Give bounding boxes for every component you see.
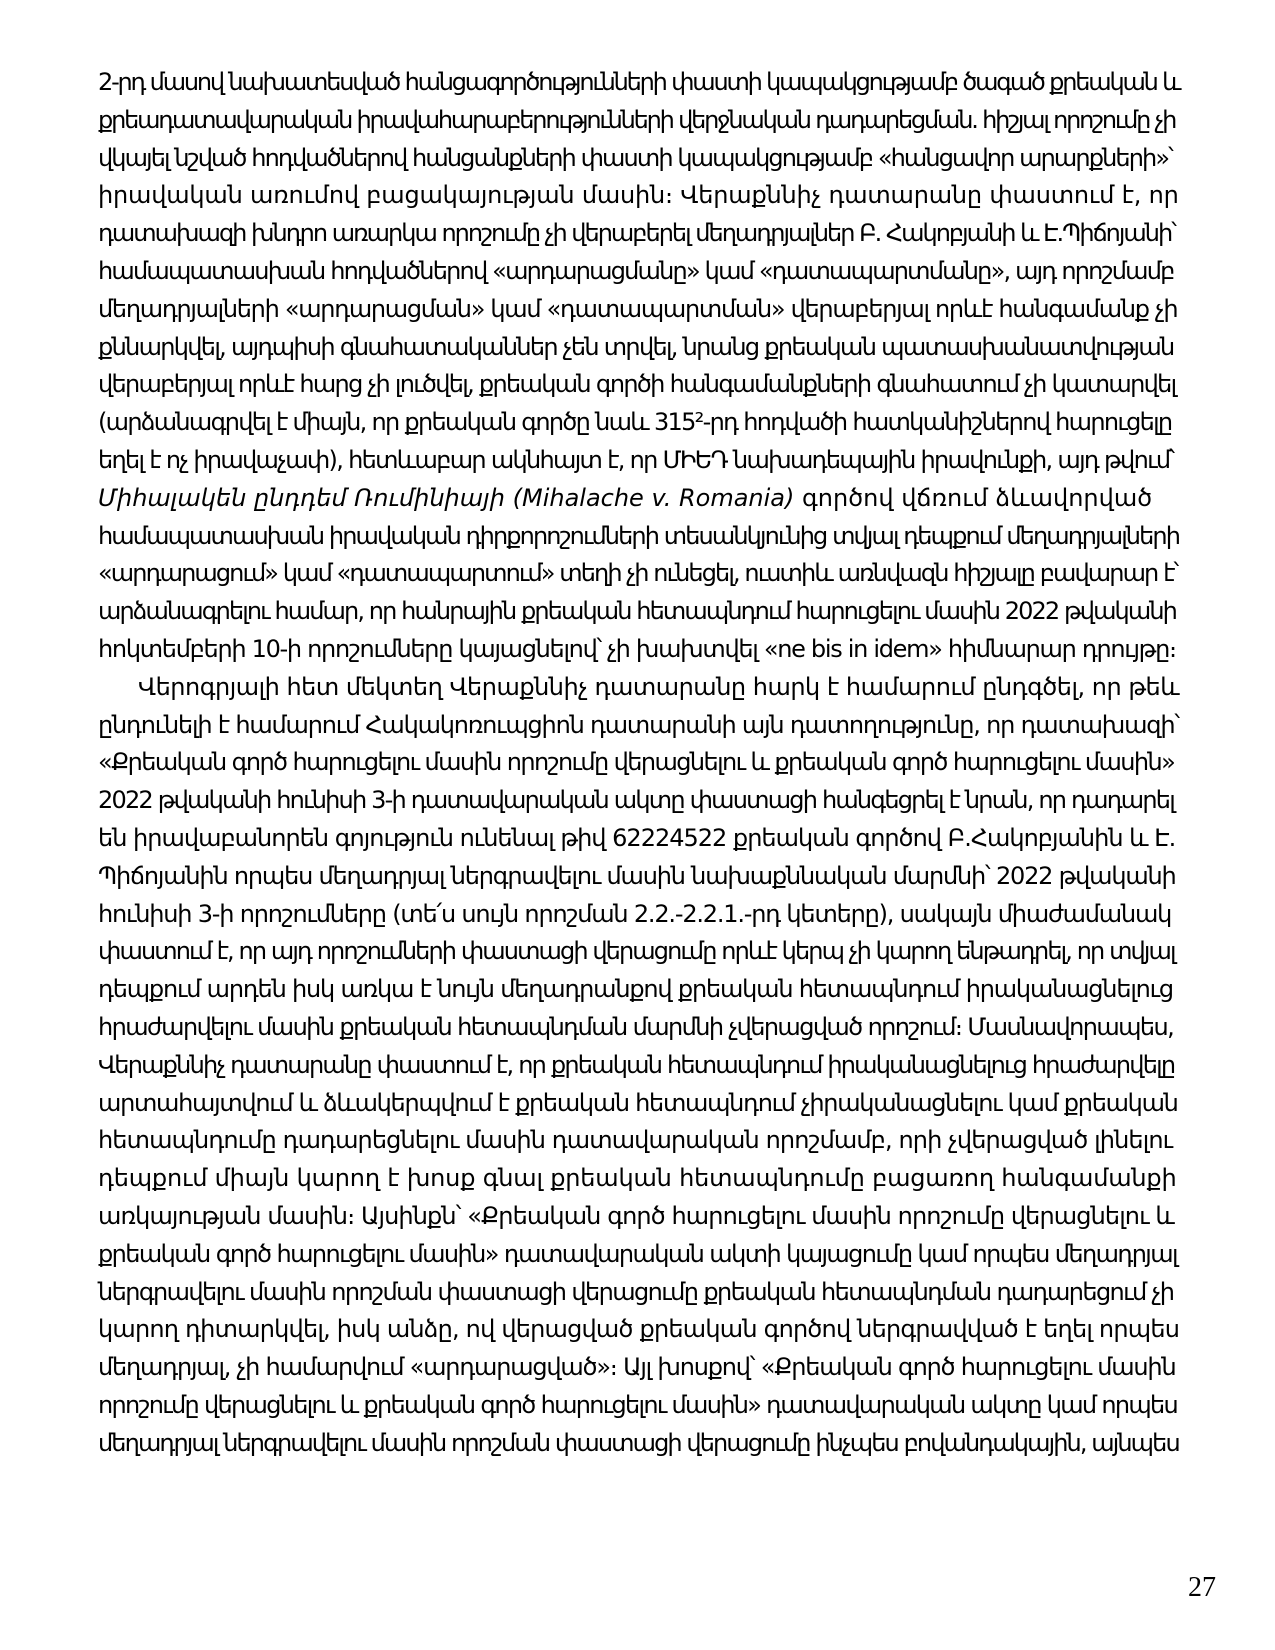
text-segment: եղել է ոչ իրավաչափ), հետևաբար ակնհայտ է, որ ՄԻԵԴ նախադեպային իրավունքի, այդ թվում՝ bbox=[98, 445, 1174, 474]
text-line bbox=[98, 480, 1178, 518]
text-line bbox=[98, 1349, 1178, 1387]
text-segment: դեպքում միայն կարող է խոսք գնալ քրեական հետապնդումը բացառող հանգամանքի bbox=[98, 1164, 1177, 1193]
text-segment: «արդարացում» կամ «դատապարտում» տեղի չի ունեցել, ուստիև առնվազն հիշյալը բավարար է՝ bbox=[98, 559, 1178, 588]
text-line bbox=[98, 1274, 1178, 1312]
text-segment: 2-րդ մասով նախատեսված հանցագործությունների փաստի կապակցությամբ ծագած քրեական և bbox=[98, 68, 1180, 96]
text-segment: ընդունելի է համարում Հակակոռուպցիոն դատարանի այն դատողությունը, որ դատախազի՝ bbox=[98, 710, 1179, 739]
text-line bbox=[98, 744, 1178, 782]
text-line bbox=[98, 933, 1178, 971]
text-segment: մեղադրյալ ներգրավելու մասին որոշման փաստացի վերացումը ինչպես բովանդակային, այնպես bbox=[98, 1428, 1179, 1457]
text-segment: Վերաքննիչ դատարանը փաստում է, որ քրեական հետապնդում իրականացնելուց հրաժարվելը bbox=[98, 1050, 1175, 1079]
text-segment: վերաբերյալ որևէ հարց չի լուծվել, քրեական գործի հանգամանքների գնահատում չի կատարվել bbox=[98, 370, 1176, 399]
text-segment: համապատասխան իրավական դիրքորոշումների տեսանկյունից տվյալ դեպքում մեղադրյալների bbox=[98, 521, 1180, 550]
text-segment: ներգրավելու մասին որոշման փաստացի վերացումը քրեական հետապնդման դադարեցում չի bbox=[98, 1277, 1174, 1306]
text-segment: 2022 թվականի հունիսի 3-ի դատավարական ակտը փաստացի հանգեցրել է նրան, որ դադարել bbox=[98, 786, 1174, 815]
text-segment: արձանագրելու համար, որ հանրային քրեական հետապնդում հարուցելու մասին 2022 թվականի bbox=[98, 597, 1176, 626]
text-segment: (արձանագրվել է միայն, որ քրեական գործը նաև 315²-րդ հոդվածի հատկանիշներով հարուցելը bbox=[98, 408, 1172, 437]
text-line bbox=[98, 253, 1178, 291]
text-line bbox=[98, 518, 1178, 556]
text-segment: հոկտեմբերի 10-ի որոշումները կայացնելով՝ չի խախտվել «ne bis in idem» հիմնարար դրույթը։ bbox=[98, 634, 1176, 663]
text-line bbox=[98, 1311, 1178, 1349]
text-line bbox=[98, 971, 1178, 1009]
text-segment: Վերոգրյալի հետ մեկտեղ Վերաքննիչ դատարանը հարկ է համարում ընդգծել, որ թեև bbox=[138, 672, 1180, 701]
text-segment: Միհալակեն ընդդեմ Ռումինիայի (Mihalache v. Romania) bbox=[98, 483, 795, 512]
text-line bbox=[98, 896, 1178, 934]
page-number: 27 bbox=[1188, 1572, 1216, 1603]
text-line bbox=[98, 1425, 1178, 1463]
text-segment: մեղադրյալների «արդարացման» կամ «դատապարտման» վերաբերյալ որևէ հանգամանք չի bbox=[98, 294, 1178, 323]
text-segment: գործով վճռում ձևավորված bbox=[794, 483, 1153, 512]
text-line bbox=[98, 820, 1178, 858]
text-segment: քրեական գործ հարուցելու մասին» դատավարական ակտի կայացումը կամ որպես մեղադրյալ bbox=[98, 1239, 1177, 1268]
text-segment: «Քրեական գործ հարուցելու մասին որոշումը վերացնելու և քրեական գործ հարուցելու մասին» bbox=[98, 748, 1175, 777]
text-line bbox=[98, 1387, 1178, 1425]
text-line bbox=[98, 1009, 1178, 1047]
text-line bbox=[98, 1047, 1178, 1085]
text-segment: փաստում է, որ այդ որոշումների փաստացի վերացումը որևէ կերպ չի կարող ենթադրել, որ տվյալ bbox=[98, 937, 1175, 966]
paragraph bbox=[98, 669, 1178, 1463]
text-line bbox=[98, 631, 1178, 669]
text-segment: հրաժարվելու մասին քրեական հետապնդման մարմնի չվերացված որոշում։ Մասնավորապես, bbox=[98, 1012, 1174, 1041]
text-line bbox=[98, 669, 1178, 707]
text-line bbox=[98, 555, 1178, 593]
text-segment: մեղադրյալ, չի համարվում «արդարացված»։ Այլ խոսքով՝ «Քրեական գործ հարուցելու մասին bbox=[98, 1353, 1176, 1382]
text-line bbox=[98, 291, 1178, 329]
text-line bbox=[98, 404, 1178, 442]
text-line bbox=[98, 329, 1178, 367]
text-line bbox=[98, 366, 1178, 404]
text-segment: հետապնդումը դադարեցնելու մասին դատավարական որոշմամբ, որի չվերացված լինելու bbox=[98, 1126, 1173, 1155]
text-segment: համապատասխան հոդվածներով «արդարացմանը» կամ «դատապարտմանը», այդ որոշմամբ bbox=[98, 256, 1174, 285]
text-line bbox=[98, 782, 1178, 820]
text-line bbox=[98, 442, 1178, 480]
text-segment: են իրավաբանորեն գոյություն ունենալ թիվ 62224522 քրեական գործով Բ.Հակոբյանին և Է. bbox=[98, 823, 1176, 852]
text-line bbox=[98, 1085, 1178, 1123]
text-segment: հունիսի 3-ի որոշումները (տե՛ս սույն որոշման 2.2.-2.2.1.-րդ կետերը), սակայն միաժամանակ bbox=[98, 899, 1172, 928]
text-line bbox=[98, 858, 1178, 896]
text-line bbox=[98, 64, 1178, 102]
text-segment: դատախազի խնդրո առարկա որոշումը չի վերաբերել մեղադրյալներ Բ. Հակոբյանի և Է.Պիճոյանի՝ bbox=[98, 219, 1175, 248]
text-line bbox=[98, 707, 1178, 745]
text-segment: դեպքում արդեն իսկ առկա է նույն մեղադրանքով քրեական հետապնդում իրականացնելուց bbox=[98, 975, 1173, 1004]
text-line bbox=[98, 1198, 1178, 1236]
text-line bbox=[98, 1122, 1178, 1160]
text-segment: իրավական առումով բացակայության մասին։ Վերաքննիչ դատարանը փաստում է, որ bbox=[98, 181, 1179, 210]
text-line bbox=[98, 177, 1178, 215]
text-segment: քրեադատավարական իրավահարաբերությունների վերջնական դադարեցման. հիշյալ որոշումը չի bbox=[98, 105, 1176, 134]
text-line bbox=[98, 102, 1178, 140]
text-segment: առկայության մասին։ Այսինքն՝ «Քրեական գործ հարուցելու մասին որոշումը վերացնելու և bbox=[98, 1201, 1174, 1230]
text-line bbox=[98, 140, 1178, 178]
text-segment: որոշումը վերացնելու և քրեական գործ հարուցելու մասին» դատավարական ակտը կամ որպես bbox=[98, 1390, 1178, 1419]
text-segment: կարող դիտարկվել, իսկ անձը, ով վերացված քրեական գործով ներգրավված է եղել որպես bbox=[98, 1315, 1180, 1344]
text-segment: Պիճոյանին որպես մեղադրյալ ներգրավելու մասին նախաքննական մարմնի՝ 2022 թվականի bbox=[98, 861, 1176, 890]
text-block bbox=[98, 64, 1178, 1462]
text-segment: արտահայտվում և ձևակերպվում է քրեական հետապնդում չիրականացնելու կամ քրեական bbox=[98, 1088, 1178, 1117]
text-segment: քննարկվել, այդպիսի գնահատականներ չեն տրվել, նրանց քրեական պատասխանատվության bbox=[98, 332, 1174, 361]
text-line bbox=[98, 215, 1178, 253]
text-line bbox=[98, 1160, 1178, 1198]
text-segment: վկայել նշված հոդվածներով հանցանքների փաստի կապակցությամբ «հանցավոր արարքների»՝ bbox=[98, 143, 1172, 172]
text-line bbox=[98, 593, 1178, 631]
text-line bbox=[98, 1236, 1178, 1274]
paragraph bbox=[98, 64, 1178, 669]
